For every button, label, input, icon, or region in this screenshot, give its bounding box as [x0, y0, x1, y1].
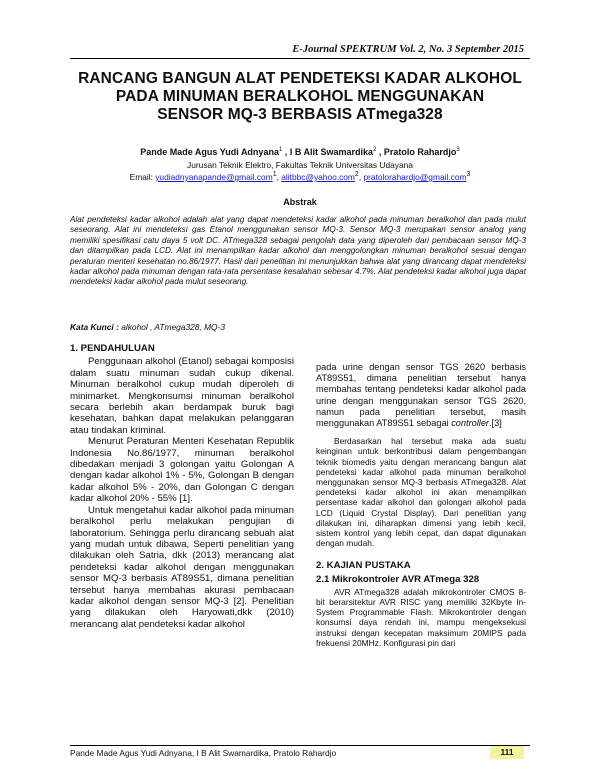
abstract-text: Alat pendeteksi kadar alkohol adalah alat yang dapat mendeteksi kadar alkohol pada minuman beralkohol dan pada mulut seseorang. Alat ini mendeteksi gas Etanol menggunakan sensor MQ-3. Sensor MQ-3 merupakan sensor analog yang memiliki spesifikasi catu daya 5 volt DC. ATmega328 sebagai pengolah data yang diperoleh dari pembacaan sensor MQ-3 dan ditampilkan pada LCD. Alat ini menampilkan kadar alkohol dan menggolongkan minuman beralkohol sesuai dengan peraturan menteri kesehatan no.86/1977. Hasil dari penelitian ini menunjukkan bahwa alat yang dirancang dapat mendeteksi kadar alkohol pada minuman dengan rata-rata persentase kesalahan sebesar 4.7%. Alat pendeteksi kadar alkohol juga dapat mendeteksi kadar alkohol pada mulut seseorang.: [70, 215, 526, 287]
section-2-paragraph-1: AVR ATmega328 adalah mikrokontroler CMOS 8-bit berarsitektur AVR RISC yang memiliki 32Kbyte In-System Programmable Flash. Mikrokontroler dengan konsumsi daya rendah ini, mampu mengeksekusi instruksi dengan kecepatan maksimum 20MIPS pada frekuensi 20MHz. Konfigurasi pin dari: [316, 586, 526, 648]
footer-authors: Pande Made Agus Yudi Adnyana, I B Alit Swamardika, Pratolo Rahardjo: [70, 748, 337, 758]
authors: [70, 147, 530, 157]
email-sup-3: 3: [466, 171, 471, 178]
journal-header: E-Journal SPEKTRUM Vol. 2, No. 3 September 2015: [292, 44, 524, 55]
keywords-label: Kata Kunci :: [70, 322, 119, 332]
author-1: Pande Made Agus Yudi Adnyana: [140, 147, 279, 157]
author-2-sup: 2: [373, 147, 377, 153]
affiliation: Jurusan Teknik Elektro, Fakultas Teknik Universitas Udayana: [187, 160, 413, 170]
title-line-1: RANCANG BANGUN ALAT PENDETEKSI KADAR ALKOHOL: [78, 70, 522, 87]
header-rule: [70, 58, 530, 59]
section-2-heading: 2. KAJIAN PUSTAKA: [316, 560, 411, 572]
page-number: 111: [490, 746, 524, 759]
section-1-paragraph-4: pada urine dengan sensor TGS 2620 berbasis AT89S51, dimana penelitian tersebut hanya membahas tentang pendeteksi kadar alkohol pada urine dengan menggunakan sensor TGS 2620, namun pada penelitian tersebut, masih menggunakan AT89S51 sebagai controller.[3]: [316, 362, 526, 429]
author-3: Pratolo Rahardjo: [383, 147, 457, 157]
section-1-paragraph-2: Menurut Peraturan Menteri Kesehatan Republik Indonesia No.86/1977, minuman beralkohol dibedakan menjadi 3 golongan yaitu Golongan A dengan kadar alkohol 1% - 5%, Golongan B dengan kadar alkohol 5% - 20%, dan Golongan C dengan kadar alkohol 20% - 55% [1].: [70, 436, 294, 505]
email-label: Email:: [129, 171, 156, 182]
author-2: I B Alit Swamardika: [289, 147, 374, 157]
email-line: Email: yudiadnyanapande@gmail.com$^1$, alitbbc@yahoo.com$^2$, pratolorahardjo@gmail.com$^3$: [129, 171, 471, 182]
email-sup-2: 2: [354, 171, 359, 178]
author-3-sup: 3: [456, 147, 460, 153]
subsection-2-1-heading: 2.1 Mikrokontroler AVR ATmega 328: [316, 573, 480, 585]
email-link-1[interactable]: yudiadnyanapande@gmail.com: [155, 171, 273, 182]
footer-rule: [70, 745, 530, 746]
section-1-paragraph-3: Untuk mengetahui kadar alkohol pada minuman beralkohol perlu melakukan pengujian di laboratorium. Sehingga perlu dirancang sebuah alat yang mudah untuk dibawa, Seperti penelitian yang dilakukan oleh Satria, dkk (2013) merancang alat pendeteksi kadar alkohol dengan menggunakan sensor MQ-3 berbasis AT89S51, dimana penelitian tersebut hanya membahas akurasi pembacaan kadar alkohol dengan sensor MQ-3 [2]. Penelitian yang dilakukan oleh Haryowati,dkk (2010) merancang alat pendeteksi kadar alkohol: [70, 504, 294, 630]
title-line-2: PADA MINUMAN BERALKOHOL MENGGUNAKAN: [115, 88, 485, 105]
title-line-3: SENSOR MQ-3 BERBASIS ATmega328: [157, 106, 443, 123]
paper-title: [60, 70, 540, 124]
author-sep-1: ,: [282, 147, 290, 157]
email-link-2[interactable]: alitbbc@yahoo.com: [281, 171, 355, 182]
author-sep-2: ,: [376, 147, 384, 157]
abstract-heading: Abstrak: [283, 197, 317, 207]
email-sup-1: 1: [272, 171, 277, 178]
right-column: [316, 362, 526, 648]
keywords: [70, 322, 225, 332]
section-1-paragraph-1: Penggunaan alkohol (Etanol) sebagai komposisi dalam suatu minuman sudah cukup dikenal. Minuman beralkohol cukup mudah diperoleh di minimarket. Mengkonsumsi minuman beralkohol secara berlebih akan berdampak buruk bagi kesehatan, bahkan dapat melakukan pelanggaran atau tindakan kriminal.: [70, 356, 294, 436]
section-1-heading: 1. PENDAHULUAN: [70, 343, 155, 354]
author-1-sup: 1: [278, 147, 283, 153]
left-column: [70, 343, 294, 630]
keywords-text: alkohol , ATmega328, MQ-3: [118, 322, 226, 332]
section-1-paragraph-5: Berdasarkan hal tersebut maka ada suatu keinginan untuk berkontribusi dalam pengembangan teknik biomedis yaitu dengan merancang bangun alat pendeteksi kadar alkohol pada minuman beralkohol menggunakan sensor MQ-3 berbasis ATmega328. Alat pendeteksi kadar alkohol ini akan menampilkan persentase kadar alkohol dan golongan alkohol pada LCD (Liquid Crystal Display). Dari penelitian yang dilakukan ini, diharapkan dimensi yang lebih kecil, sistem kontrol yang lebih cepat, dan dapat digunakan dengan mudah.: [316, 436, 526, 549]
email-link-3[interactable]: pratolorahardjo@gmail.com: [363, 171, 467, 182]
